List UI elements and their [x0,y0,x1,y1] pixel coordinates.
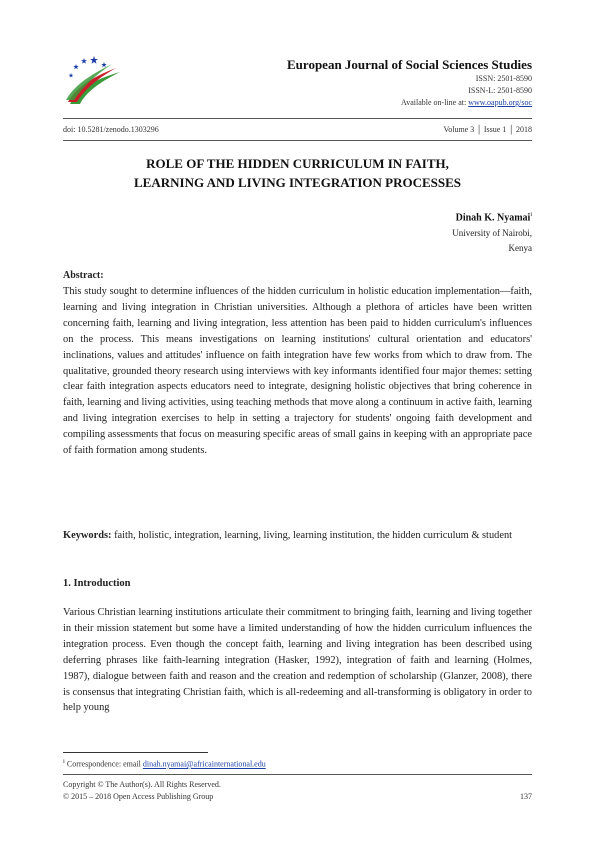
author-text: Dinah K. Nyamai [455,212,531,224]
header-rule [63,118,532,119]
copyright: Copyright © The Author(s). All Rights Reserved. [63,780,221,789]
footnote-marker: i [63,758,65,765]
affiliation-line-2: Kenya [508,243,532,253]
author-name [456,212,532,223]
footer-rule [63,774,532,775]
footnote [63,758,266,769]
keywords-label: Keywords: [63,530,112,541]
online-availability [401,98,532,107]
title-line-2: LEARNING AND LIVING INTEGRATION PROCESSES [134,175,461,190]
author-footnote-marker[interactable]: i [530,212,532,218]
online-label: Available on-line at: [401,98,469,107]
footnote-rule [63,752,208,753]
meta-rule [63,140,532,141]
title-line-1: ROLE OF THE HIDDEN CURRICULUM IN FAITH, [146,156,449,171]
doi[interactable]: doi: 10.5281/zenodo.1303296 [63,125,159,134]
footnote-label: Correspondence: email [64,759,143,769]
correspondence-email-link[interactable]: dinah.nyamai@africainternational.edu [142,759,266,769]
volume-issue: Volume 3 │ Issue 1 │ 2018 [443,125,532,134]
issn-l: ISSN-L: 2501-8590 [468,86,532,95]
article-title [63,154,532,192]
journal-logo [64,54,122,106]
affiliation-line-1: University of Nairobi, [452,228,532,238]
section-heading-introduction: 1. Introduction [63,578,131,589]
introduction-text: Various Christian learning institutions articulate their commitment to bringing faith, learning and living together in their mission statement but some have a limited understanding of how the hidden curriculum influences the integration process. Even though the concept faith, learning and living integration has been described using deferring phrases like faith-learning integration (Hasker, 1992), integration of faith and learning (Holmes, 1987), dialogue between faith and reason and the creation and redemption of scholarship (Glanzer, 2008), there is consensus that integrating Christian faith, which is all-redeeming and all-transforming is obligatory in order to help young [63,607,532,714]
journal-title: European Journal of Social Sciences Studies [287,57,532,72]
abstract-text: This study sought to determine influences of the hidden curriculum in holistic education implementation—faith, learning and living integration in Christian universities. Although a plethora of articles have been written concerning faith, learning and living integration, less attention has been paid to hidden curriculum's influences on the process. This means investigations on learning institutions' cultural orientation and educators' inclinations, values and attitudes' influence on faith integration have few works from which to draw from. The qualitative, grounded theory research using interviews with key informants identified four major themes: setting clear faith integration aspects educators need to integrate, designing holistic objectives that bring coherence in faith, learning and living activities, using teaching methods that move along a continuum in active faith, learning and living integration exercises to help in setting a trajectory for students' ongoing faith development and compiling assessments that focus on measuring specific areas of small gains in keeping with an appropriate pace of faith formation among students. [63,286,532,457]
journal-link[interactable]: www.oapub.org/soc [468,98,532,107]
publisher: © 2015 – 2018 Open Access Publishing Group [63,792,214,801]
keywords [63,528,532,544]
keywords-list: faith, holistic, integration, learning, living, learning institution, the hidden curriculum & student [111,530,513,541]
page-number: 137 [520,792,532,801]
abstract-heading: Abstract: [63,270,104,281]
issn: ISSN: 2501-8590 [475,74,532,83]
